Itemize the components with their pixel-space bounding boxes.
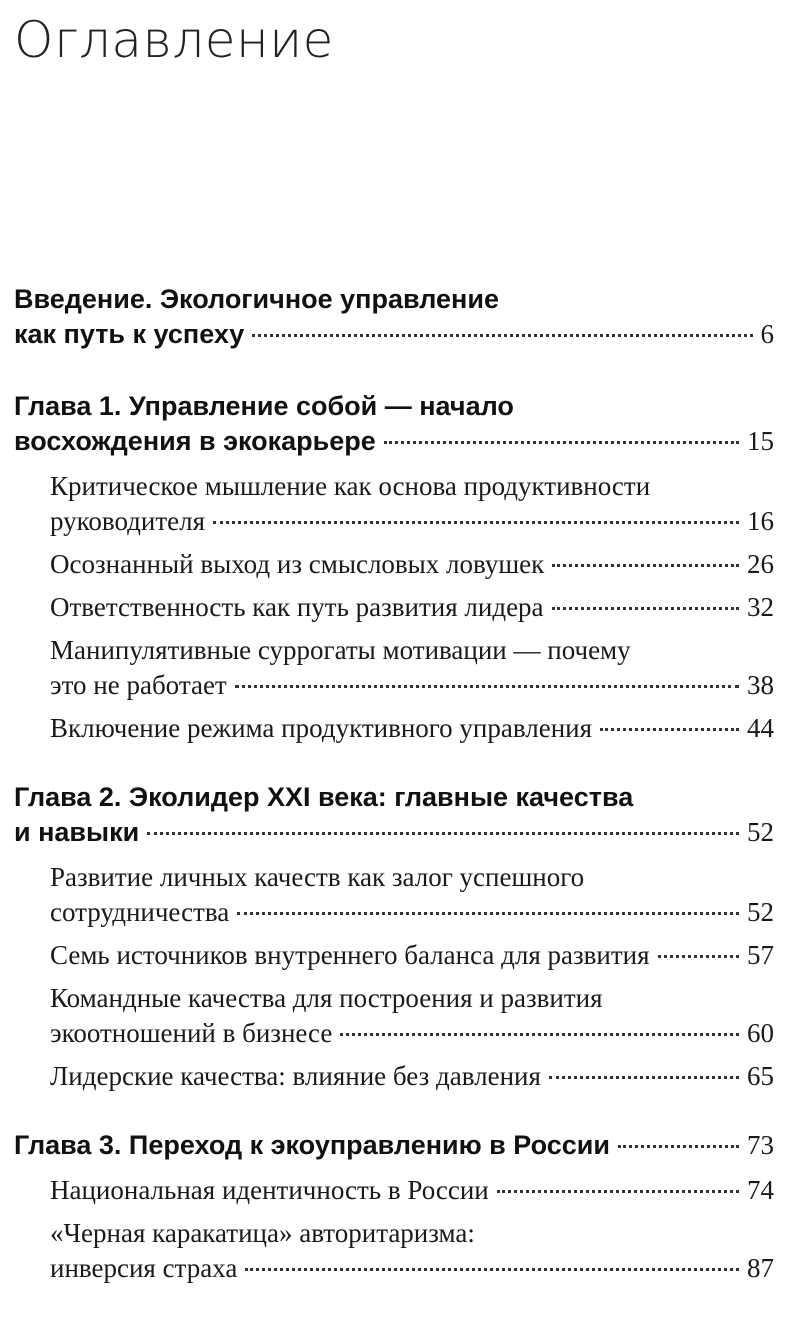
toc-entry-title: Развитие личных качеств как залог успешного: [50, 862, 585, 892]
dot-leader: [552, 564, 739, 567]
dot-leader: [245, 1268, 739, 1271]
toc-subentry[interactable]: [14, 938, 774, 973]
dot-leader: [618, 1145, 739, 1148]
toc-entry-title: Введение. Экологичное управление: [14, 284, 499, 314]
page-number: 74: [747, 1175, 774, 1205]
toc-entry-title: Критическое мышление как основа продуктивности: [50, 471, 651, 501]
page-number: 73: [747, 1130, 774, 1160]
toc-subentry[interactable]: [14, 590, 774, 625]
toc-subentry[interactable]: [14, 711, 774, 746]
toc-entry-title: Национальная идентичность в России: [50, 1175, 489, 1205]
toc-entry-chapter-2[interactable]: [14, 780, 774, 850]
toc-entry-title: и навыки: [14, 817, 140, 847]
toc-entry-title: Глава 2. Эколидер XXI века: главные качества: [14, 782, 634, 812]
page-number: 15: [747, 426, 774, 456]
page-title: Оглавление: [14, 11, 334, 69]
page-number: 26: [747, 549, 774, 579]
toc-entry-title: Глава 3. Переход к экоуправлению в России: [14, 1130, 610, 1160]
page-number: 44: [747, 713, 774, 743]
toc-entry-title: экоотношений в бизнесе: [50, 1018, 333, 1048]
dot-leader: [213, 521, 739, 524]
page-number: 32: [747, 592, 774, 622]
toc-entry-title: как путь к успеху: [14, 319, 245, 349]
toc-subentry[interactable]: [14, 547, 774, 582]
toc-subentry[interactable]: [14, 633, 774, 703]
toc-entry-title: Командные качества для построения и развития: [50, 983, 603, 1013]
dot-leader: [340, 1033, 739, 1036]
toc-subentry[interactable]: [14, 469, 774, 539]
toc-subentry[interactable]: [14, 981, 774, 1051]
dot-leader: [658, 955, 739, 958]
toc-entry-title: «Черная каракатица» авторитаризма:: [50, 1218, 475, 1248]
page-number: 52: [747, 897, 774, 927]
toc-subentry[interactable]: [14, 1173, 774, 1208]
toc-entry-introduction[interactable]: [14, 282, 774, 352]
toc-subentry[interactable]: [14, 1059, 774, 1094]
toc-entry-title: Осознанный выход из смысловых ловушек: [50, 549, 545, 579]
toc-entry-title: Лидерские качества: влияние без давления: [50, 1061, 541, 1091]
table-of-contents: [14, 282, 774, 1286]
toc-entry-title: сотрудничества: [50, 897, 230, 927]
page-number: 38: [747, 670, 774, 700]
dot-leader: [552, 607, 739, 610]
dot-leader: [237, 912, 739, 915]
dot-leader: [549, 1076, 739, 1079]
dot-leader: [147, 832, 739, 835]
page-number: 6: [760, 319, 774, 349]
toc-entry-title: Семь источников внутреннего баланса для развития: [50, 940, 650, 970]
dot-leader: [252, 334, 752, 337]
dot-leader: [497, 1190, 739, 1193]
toc-entry-title: Манипулятивные суррогаты мотивации — почему: [50, 635, 631, 665]
toc-entry-title: Включение режима продуктивного управления: [50, 713, 593, 743]
toc-entry-chapter-3[interactable]: [14, 1128, 774, 1163]
page-number: 57: [747, 940, 774, 970]
page-number: 52: [747, 817, 774, 847]
page-number: 16: [747, 506, 774, 536]
page-number: 60: [747, 1018, 774, 1048]
toc-entry-title: руководителя: [50, 506, 206, 536]
toc-entry-title: это не работает: [50, 670, 227, 700]
toc-entry-chapter-1[interactable]: [14, 389, 774, 459]
toc-subentry[interactable]: [14, 860, 774, 930]
dot-leader: [235, 685, 739, 688]
toc-entry-title: Глава 1. Управление собой — начало: [14, 391, 514, 421]
dot-leader: [384, 441, 739, 444]
page-number: 87: [747, 1253, 774, 1283]
toc-entry-title: Ответственность как путь развития лидера: [50, 592, 544, 622]
dot-leader: [600, 728, 739, 731]
page-number: 65: [747, 1061, 774, 1091]
toc-entry-title: восхождения в экокарьере: [14, 426, 376, 456]
toc-subentry[interactable]: [14, 1216, 774, 1286]
toc-entry-title: инверсия страха: [50, 1253, 238, 1283]
